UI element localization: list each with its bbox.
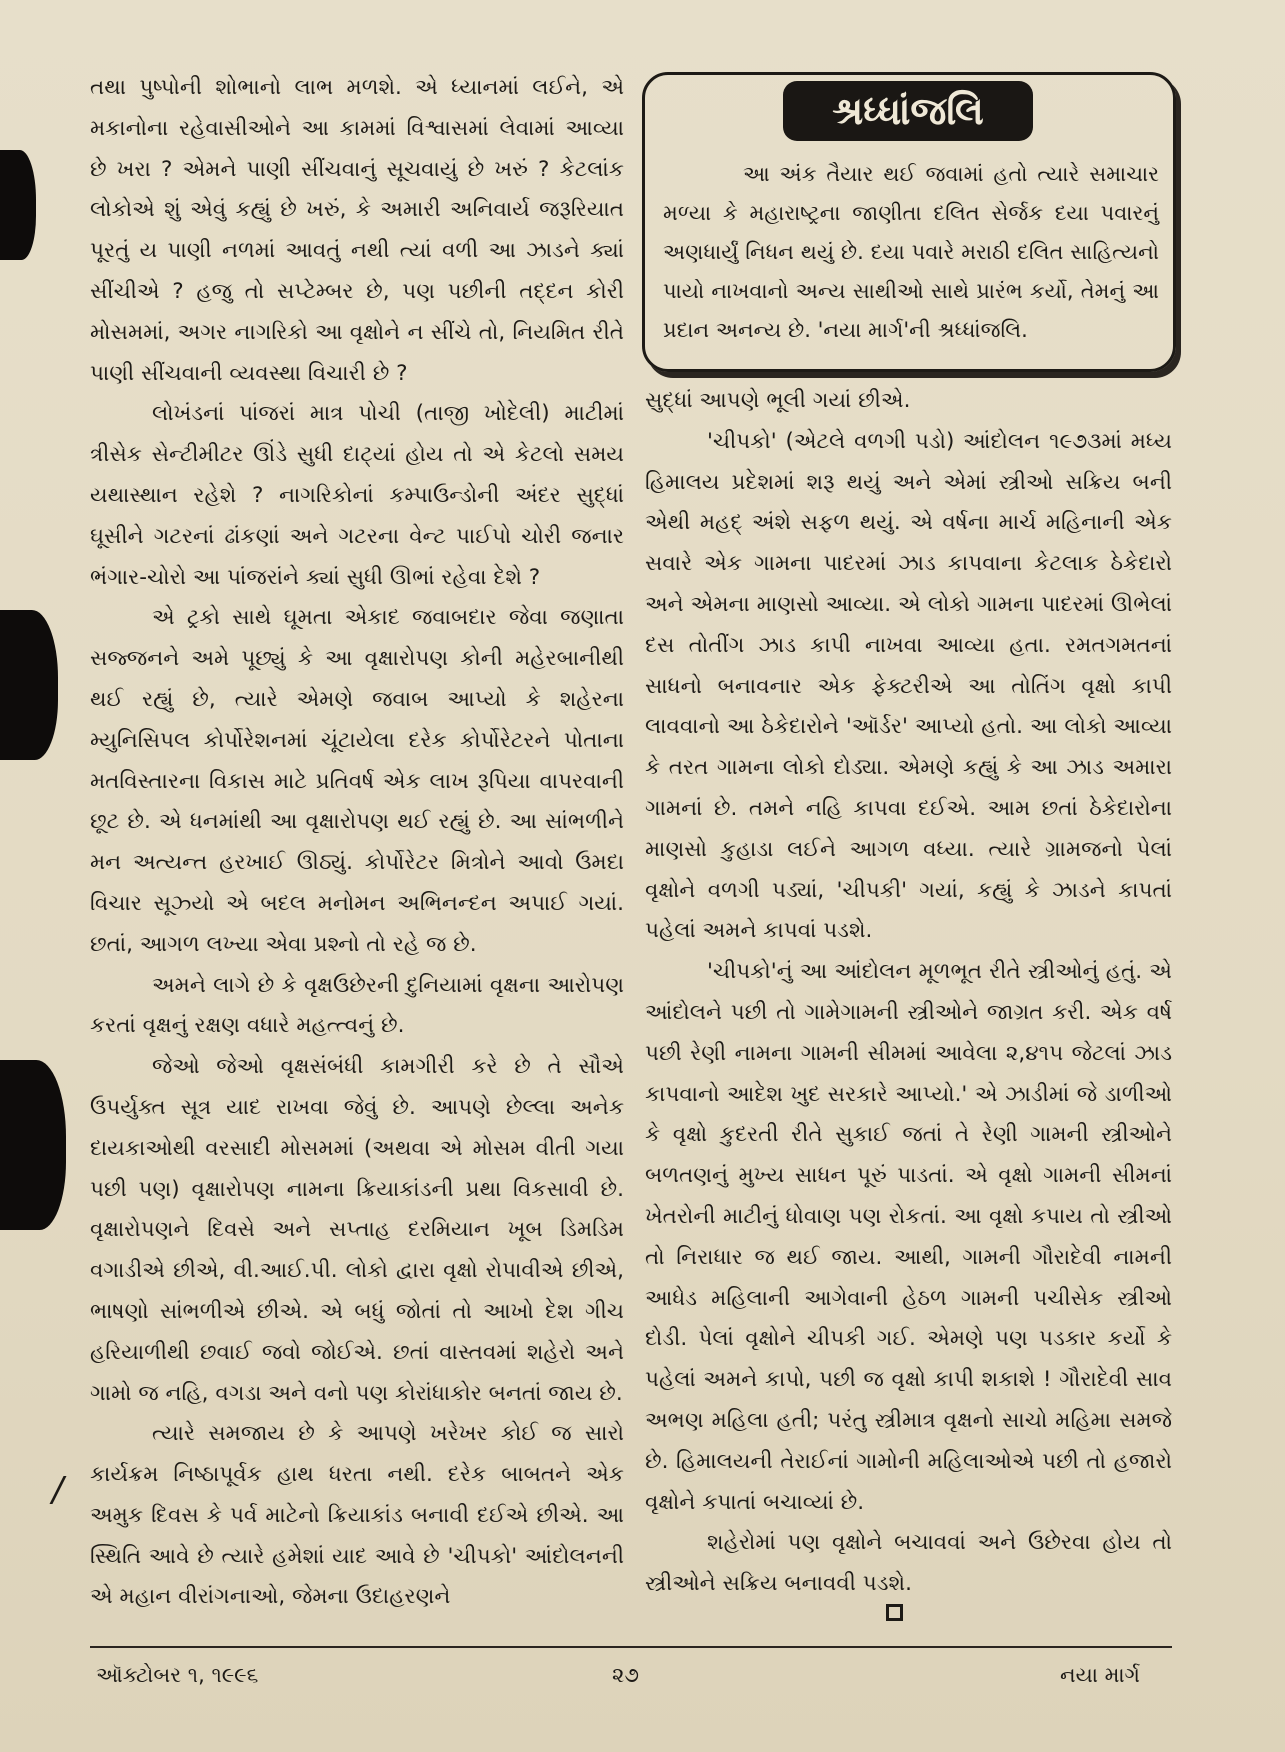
paragraph: 'ચીપકો'નું આ આંદોલન મૂળભૂત રીતે સ્ત્રીઓનું હતું. એ આંદોલને પછી તો ગામેગામની સ્ત્રીઓને જાગ્રત કરી. એક વર્ષ પછી રેણી નામના ગામની સીમમાં આવેલા ૨,૪૧૫ જેટલાં ઝાડ કાપવાનો આદેશ ખુદ સરકારે આપ્યો.' એ ઝાડીમાં જે ડાળીઓ કે વૃક્ષો કુદરતી રીતે સુકાઈ જતાં તે રેણી ગામની સ્ત્રીઓને બળતણનું મુખ્ય સાધન પૂરું પાડતાં. એ વૃક્ષો ગામની સીમનાં ખેતરોની માટીનું ધોવાણ પણ રોકતાં. આ વૃક્ષો કપાય તો સ્ત્રીઓ તો નિરાધાર જ થઈ જાય. આથી, ગામની ગૌરાદેવી નામની આધેડ મહિલાની આગેવાની હેઠળ ગામની પચીસેક સ્ત્રીઓ દોડી. પેલાં વૃક્ષોને ચીપકી ગઈ. એમણે પણ પડકાર કર્યો કે પહેલાં અમને કાપો, પછી જ વૃક્ષો કાપી શકાશે ! ગૌરાદેવી સાવ અભણ મહિલા હતી; પરંતુ સ્ત્રીમાત્ર વૃક્ષનો સાચો મહિમા સમજે છે. હિમાલયની તેરાઈનાં ગામોની મહિલાઓએ પછી તો હજારો વૃક્ષોને કપાતાં બચાવ્યાં છે.: [645, 959, 1172, 1515]
tribute-title: શ્રધ્ધાંજલિ: [783, 81, 1033, 141]
page-damage-mark: [0, 150, 36, 260]
tribute-body: [663, 155, 1159, 350]
page-damage-mark: [0, 610, 58, 760]
end-of-article-mark: [886, 1604, 903, 1621]
paragraph: ત્યારે સમજાય છે કે આપણે ખરેખર કોઈ જ સારો કાર્યક્રમ નિષ્ઠાપૂર્વક હાથ ધરતા નથી. દરેક બાબતને એક અમુક દિવસ કે પર્વ માટેનો ક્રિયાકાંડ બનાવી દઈએ છીએ. આ સ્થિતિ આવે છે ત્યારે હમેશાં યાદ આવે છે 'ચીપકો' આંદોલનની એ મહાન વીરાંગનાઓ, જેમના ઉદાહરણને: [90, 1421, 624, 1610]
paragraph: અમને લાગે છે કે વૃક્ષઉછેરની દુનિયામાં વૃક્ષના આરોપણ કરતાં વૃક્ષનું રક્ષણ વધારે મહત્ત્વનું છે.: [90, 972, 624, 1039]
paragraph: જેઓ જેઓ વૃક્ષસંબંધી કામગીરી કરે છે તે સૌએ ઉપર્યુક્ત સૂત્ર યાદ રાખવા જેવું છે. આપણે છેલ્લા અનેક દાયકાઓથી વરસાદી મોસમમાં (અથવા એ મોસમ વીતી ગયા પછી પણ) વૃક્ષારોપણ નામના ક્રિયાકાંડની પ્રથા વિકસાવી છે. વૃક્ષારોપણને દિવસે અને સપ્તાહ દરમિયાન ખૂબ ડિમડિમ વગાડીએ છીએ, વી.આઈ.પી. લોકો દ્વારા વૃક્ષો રોપાવીએ છીએ, ભાષણો સાંભળીએ છીએ. એ બધું જોતાં તો આખો દેશ ગીચ હરિયાળીથી છવાઈ જવો જોઈએ. છતાં વાસ્તવમાં શહેરો અને ગામો જ નહિ, વગડા અને વનો પણ કોરાંધાકોર બનતાં જાય છે.: [90, 1054, 624, 1406]
footer-date: ઑક્ટોબર ૧, ૧૯૯૬: [96, 1663, 259, 1687]
tribute-text: આ અંક તૈયાર થઈ જવામાં હતો ત્યારે સમાચાર મળ્યા કે મહારાષ્ટ્રના જાણીતા દલિત સેર્જક દયા પવારનું અણધાર્યું નિધન થયું છે. દયા પવારે મરાઠી દલિત સાહિત્યનો પાયો નાખવાનો અન્ય સાથીઓ સાથે પ્રારંભ કર્યો, તેમનું આ પ્રદાન અનન્ય છે. 'નયા માર્ગ'ની શ્રધ્ધાંજલિ.: [663, 162, 1159, 342]
page-number: ૨૭: [612, 1663, 639, 1687]
paragraph: લોખંડનાં પાંજરાં માત્ર પોચી (તાજી ખોદેલી) માટીમાં ત્રીસેક સેન્ટીમીટર ઊંડે સુધી દાટ્યાં હોય તો એ કેટલો સમય યથાસ્થાન રહેશે ? નાગરિકોનાં કમ્પાઉન્ડોની અંદર સુદ્ધાં ઘૂસીને ગટરનાં ઢાંકણાં અને ગટરના વેન્ટ પાઈપો ચોરી જનાર ભંગાર-ચોરો આ પાંજરાંને ક્યાં સુધી ઊભાં રહેવા દેશે ?: [90, 401, 624, 590]
paragraph: સુદ્ધાં આપણે ભૂલી ગયાં છીએ.: [645, 388, 911, 413]
right-column: [645, 381, 1172, 1605]
tribute-box: [642, 72, 1176, 372]
footer-divider: [90, 1646, 1172, 1648]
left-column: [90, 68, 624, 1618]
paragraph: એ ટ્રકો સાથે ઘૂમતા એકાદ જવાબદાર જેવા જણાતા સજ્જનને અમે પૂછ્યું કે આ વૃક્ષારોપણ કોની મહેરબાનીથી થઈ રહ્યું છે, ત્યારે એમણે જવાબ આપ્યો કે શહેરના મ્યુનિસિપલ કોર્પોરેશનમાં ચૂંટાયેલા દરેક કોર્પોરેટરને પોતાના મતવિસ્તારના વિકાસ માટે પ્રતિવર્ષ એક લાખ રૂપિયા વાપરવાની છૂટ છે. એ ધનમાંથી આ વૃક્ષારોપણ થઈ રહ્યું છે. આ સાંભળીને મન અત્યન્ત હરખાઈ ઊઠ્યું. કોર્પોરેટર મિત્રોને આવો ઉમદા વિચાર સૂઝ્યો એ બદલ મનોમન અભિનન્દન અપાઈ ગયાં. છતાં, આગળ લખ્યા એવા પ્રશ્નો તો રહે જ છે.: [90, 605, 624, 957]
page-damage-mark: [0, 1060, 66, 1230]
paragraph: શહેરોમાં પણ વૃક્ષોને બચાવવાં અને ઉછેરવા હોય તો સ્ત્રીઓને સક્રિય બનાવવી પડશે.: [645, 1530, 1172, 1597]
paragraph: 'ચીપકો' (એટલે વળગી પડો) આંદોલન ૧૯૭૩માં મધ્ય હિમાલય પ્રદેશમાં શરૂ થયું અને એમાં સ્ત્રીઓ સક્રિય બની એથી મહદ્ અંશે સફળ થયું. એ વર્ષના માર્ચ મહિનાની એક સવારે એક ગામના પાદરમાં ઝાડ કાપવાના કેટલાક ઠેકેદારો અને એમના માણસો આવ્યા. એ લોકો ગામના પાદરમાં ઊભેલાં દસ તોતીંગ ઝાડ કાપી નાખવા આવ્યા હતા. રમતગમતનાં સાધનો બનાવનાર એક ફેક્ટરીએ આ તોતિંગ વૃક્ષો કાપી લાવવાનો આ ઠેકેદારોને 'ઑર્ડર' આપ્યો હતો. આ લોકો આવ્યા કે તરત ગામના લોકો દોડ્યા. એમણે કહ્યું કે આ ઝાડ અમારા ગામનાં છે. તમને નહિ કાપવા દઈએ. આમ છતાં ઠેકેદારોના માણસો કુહાડા લઈને આગળ વધ્યા. ત્યારે ગ્રામજનો પેલાં વૃક્ષોને વળગી પડ્યાં, 'ચીપકી' ગયાં, કહ્યું કે ઝાડને કાપતાં પહેલાં અમને કાપવાં પડશે.: [645, 428, 1172, 944]
margin-pen-mark: /: [52, 1470, 64, 1510]
magazine-name: નયા માર્ગ: [1060, 1663, 1140, 1687]
paragraph: તથા પુષ્પોની શોભાનો લાભ મળશે. એ ધ્યાનમાં લઈને, એ મકાનોના રહેવાસીઓને આ કામમાં વિશ્વાસમાં લેવામાં આવ્યા છે ખરા ? એમને પાણી સીંચવાનું સૂચવાયું છે ખરું ? કેટલાંક લોકોએ શું એવું કહ્યું છે ખરું, કે અમારી અનિવાર્ય જરૂરિયાત પૂરતું ય પાણી નળમાં આવતું નથી ત્યાં વળી આ ઝાડને ક્યાં સીંચીએ ? હજુ તો સપ્ટેમ્બર છે, પણ પછીની તદ્દન કોરી મોસમમાં, અગર નાગરિકો આ વૃક્ષોને ન સીંચે તો, નિયમિત રીતે પાણી સીંચવાની વ્યવસ્થા વિચારી છે ?: [90, 75, 624, 386]
